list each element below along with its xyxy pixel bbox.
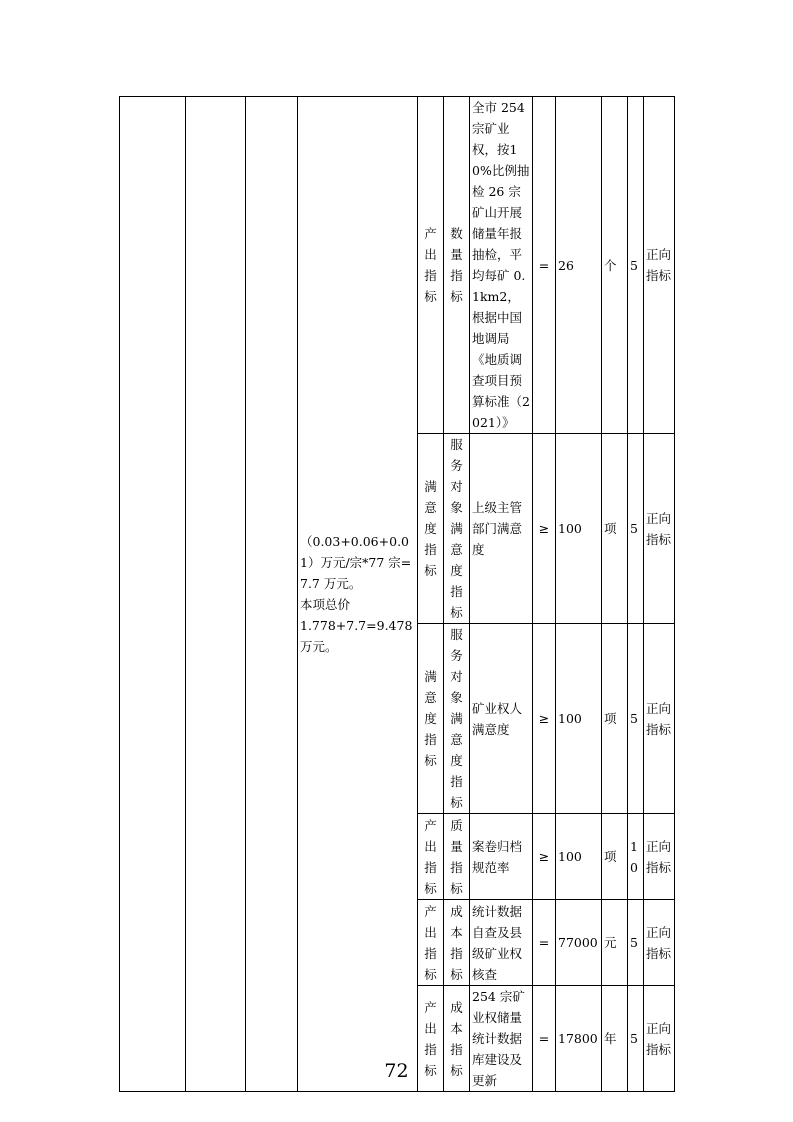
direction-cell: 正向指标 — [644, 986, 675, 1092]
target-value-cell: 100 — [556, 624, 602, 814]
direction-cell: 正向指标 — [644, 97, 675, 434]
indicator-name-cell: 全市 254 宗矿业权，按10%比例抽检 26 宗矿山开展储量年报抽检，平均每矿 0.1km2，根据中国地调局《地质调查项目预算标准（2021）》 — [470, 97, 533, 434]
operator-cell: ≥ — [533, 814, 556, 900]
page-number: 72 — [384, 1060, 409, 1082]
performance-indicator-table — [119, 96, 675, 1092]
level2-indicator-cell: 服务对象满意度指标 — [444, 434, 470, 624]
unit-cell: 元 — [602, 900, 628, 986]
level1-indicator-cell: 产出指标 — [418, 97, 444, 434]
target-value-cell: 77000 — [556, 900, 602, 986]
merged-cell-col2 — [186, 97, 246, 1092]
target-value-cell: 100 — [556, 814, 602, 900]
level2-indicator-cell: 成本指标 — [444, 900, 470, 986]
score-cell: 5 — [628, 97, 644, 434]
score-cell: 10 — [628, 814, 644, 900]
direction-cell: 正向指标 — [644, 624, 675, 814]
score-cell: 5 — [628, 900, 644, 986]
indicator-name-cell: 矿业权人满意度 — [470, 624, 533, 814]
indicator-name-cell: 案卷归档规范率 — [470, 814, 533, 900]
level2-indicator-cell: 数量指标 — [444, 97, 470, 434]
level1-indicator-cell: 满意度指标 — [418, 624, 444, 814]
level2-indicator-cell: 质量指标 — [444, 814, 470, 900]
level2-indicator-cell: 服务对象满意度指标 — [444, 624, 470, 814]
unit-cell: 项 — [602, 624, 628, 814]
score-cell: 5 — [628, 434, 644, 624]
direction-cell: 正向指标 — [644, 434, 675, 624]
operator-cell: ≥ — [533, 434, 556, 624]
level1-indicator-cell: 产出指标 — [418, 814, 444, 900]
operator-cell: = — [533, 900, 556, 986]
direction-cell: 正向指标 — [644, 900, 675, 986]
level2-indicator-cell: 成本指标 — [444, 986, 470, 1092]
unit-cell: 个 — [602, 97, 628, 434]
score-cell: 5 — [628, 624, 644, 814]
direction-cell: 正向指标 — [644, 814, 675, 900]
operator-cell: ≥ — [533, 624, 556, 814]
unit-cell: 项 — [602, 814, 628, 900]
level1-indicator-cell: 产出指标 — [418, 900, 444, 986]
unit-cell: 项 — [602, 434, 628, 624]
merged-cell-col3 — [246, 97, 298, 1092]
unit-cell: 年 — [602, 986, 628, 1092]
indicator-name-cell: 254 宗矿业权储量统计数据库建设及更新 — [470, 986, 533, 1092]
operator-cell: = — [533, 97, 556, 434]
target-value-cell: 17800 — [556, 986, 602, 1092]
indicator-name-cell: 上级主管部门满意度 — [470, 434, 533, 624]
table-row — [120, 97, 675, 434]
score-cell: 5 — [628, 986, 644, 1092]
indicator-name-cell: 统计数据自查及县级矿业权核查 — [470, 900, 533, 986]
target-value-cell: 100 — [556, 434, 602, 624]
level1-indicator-cell: 满意度指标 — [418, 434, 444, 624]
target-value-cell: 26 — [556, 97, 602, 434]
operator-cell: = — [533, 986, 556, 1092]
merged-cell-col1 — [120, 97, 186, 1092]
level1-indicator-cell: 产出指标 — [418, 986, 444, 1092]
budget-note: （0.03+0.06+0.01）万元/宗*77 宗=7.7 万元。 本项总价 1.778+7.7=9.478 万元。 — [300, 534, 413, 654]
budget-note-cell — [298, 97, 418, 1092]
